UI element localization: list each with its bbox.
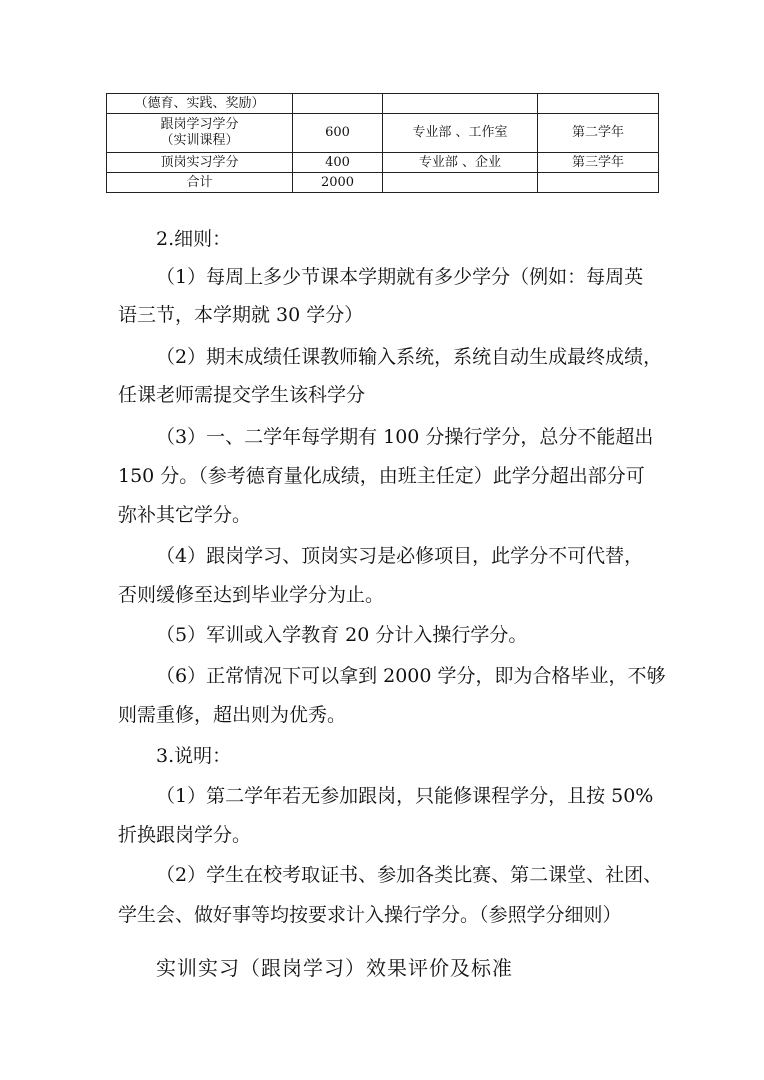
table-cell: 第三学年	[538, 153, 659, 173]
credits-table	[106, 93, 659, 193]
table-cell	[538, 173, 659, 193]
paragraph-line: 150 分。（参考德育量化成绩，由班主任定）此学分超出部分可	[118, 465, 645, 487]
table-cell: 600	[293, 114, 383, 153]
table-cell: （德育、实践、奖励）	[107, 94, 293, 114]
table-cell	[293, 94, 383, 114]
table-row	[107, 173, 659, 193]
section-heading: 实训实习（跟岗学习）效果评价及标准	[156, 956, 513, 980]
section-title: 3.说明：	[156, 745, 232, 767]
cell-line: （实训课程）	[160, 133, 239, 148]
paragraph-line: 语三节，本学期就 30 学分）	[118, 304, 364, 326]
table-cell: 2000	[293, 173, 383, 193]
table-row	[107, 153, 659, 173]
table-cell	[383, 173, 538, 193]
paragraph-line: （5）军训或入学教育 20 分计入操行学分。	[156, 624, 528, 646]
paragraph-line: 任课老师需提交学生该科学分	[118, 384, 366, 406]
paragraph-line: （1）每周上多少节课本学期就有多少学分（例如：每周英	[156, 266, 644, 288]
table-cell: 专业部 、企业	[383, 153, 538, 173]
paragraph-line: 则需重修，超出则为优秀。	[118, 704, 347, 726]
table-cell	[538, 94, 659, 114]
paragraph-line: （1）第二学年若无参加跟岗，只能修课程学分，且按 50%	[156, 785, 654, 807]
paragraph-line: （2）期末成绩任课教师输入系统，系统自动生成最终成绩，	[156, 346, 663, 368]
table-cell: 合计	[107, 173, 293, 193]
paragraph-line: （3）一、二学年每学期有 100 分操行学分，总分不能超出	[156, 426, 654, 448]
table-cell	[383, 94, 538, 114]
table-cell: 专业部 、工作室	[383, 114, 538, 153]
paragraph-line: 折换跟岗学分。	[118, 824, 252, 846]
table-row	[107, 114, 659, 153]
paragraph-line: 学生会、做好事等均按要求计入操行学分。（参照学分细则）	[118, 904, 622, 926]
cell-line: 跟岗学习学分	[160, 117, 239, 132]
paragraph-line: 弥补其它学分。	[118, 504, 252, 526]
paragraph-line: （4）跟岗学习、顶岗实习是必修项目，此学分不可代替，	[156, 545, 644, 567]
table-cell: 第二学年	[538, 114, 659, 153]
section-title: 2.细则：	[156, 228, 232, 250]
paragraph-line: （2）学生在校考取证书、参加各类比赛、第二课堂、社团、	[156, 864, 663, 886]
paragraph-line: （6）正常情况下可以拿到 2000 学分，即为合格毕业，不够	[156, 665, 666, 687]
table-cell: 顶岗实习学分	[107, 153, 293, 173]
table-cell: 400	[293, 153, 383, 173]
table-cell	[107, 114, 293, 153]
table-row	[107, 94, 659, 114]
paragraph-line: 否则缓修至达到毕业学分为止。	[118, 584, 385, 606]
